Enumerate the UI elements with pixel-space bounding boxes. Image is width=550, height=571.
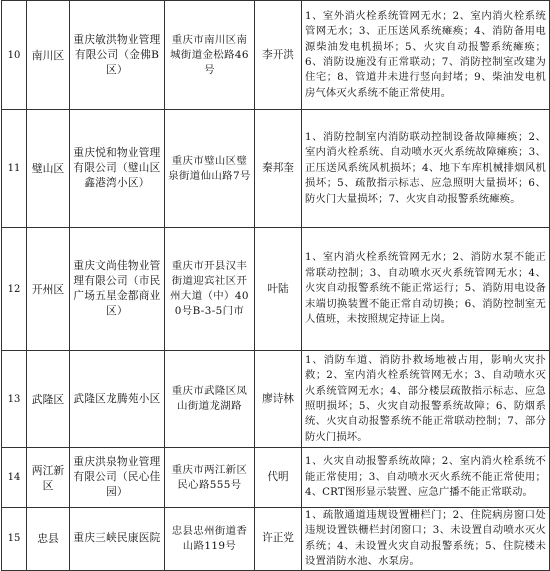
row-number: 12 [2,228,27,351]
issues-cell: 1、疏散通道违规设置栅栏门；2、住院病房窗口处违规设置铁栅栏封闭窗口；3、未设置自动喷水灭火系统；4、未设置火灾自动报警系统；5、住院楼未设置消防水池、水泵房。 [302,508,550,571]
unit-cell: 重庆文尚佳物业管理有限公司（市民广场五星金都商业区） [70,228,165,351]
row-number: 10 [2,1,27,110]
row-number: 11 [2,110,27,228]
person-cell: 廖诗林 [255,351,302,448]
row-number: 15 [2,508,27,571]
person-cell: 叶陆 [255,228,302,351]
table-row [2,110,550,228]
district-cell: 开州区 [27,228,70,351]
unit-cell: 重庆三峡民康医院 [70,508,165,571]
table-row [2,351,550,448]
table-row [2,1,550,110]
address-cell: 忠县忠州街道香山路119号 [165,508,255,571]
unit-cell: 重庆洪泉物业管理有限公司（民心佳园） [70,448,165,508]
address-cell: 重庆市开县汉丰街道迎宾社区开州大道（中）400号B-3-5门市 [165,228,255,351]
issues-cell: 1、消防车道、消防扑救场地被占用，影响火灾扑救；2、室内消火栓系统管网无水；3、自动喷水灭火系统管网无水；4、部分楼层疏散指示标志、应急照明损坏；5、火灾自动报警系统故障；6、防烟系统、火灾自动报警系统不能正常联动控制；7、部分防火门损坏。 [302,351,550,448]
address-cell: 重庆市南川区南城街道金松路46号 [165,1,255,110]
issues-cell: 1、室外消火栓系统管网无水；2、室内消火栓系统管网无水；3、正压送风系统瘫痪；4、消防备用电源柴油发电机损坏；5、火灾自动报警系统瘫痪；6、消防设施没有正常联动；7、消防控制室改建为住宅；8、管道井未进行竖向封堵；9、柴油发电机房气体灭火系统不能正常使用。 [302,1,550,110]
row-number: 13 [2,351,27,448]
unit-cell: 重庆敏洪物业管理有限公司（金佛B区） [70,1,165,110]
rectification-table [1,0,550,571]
person-cell: 秦邦奎 [255,110,302,228]
row-number: 14 [2,448,27,508]
address-cell: 重庆市璧山区璧泉街道仙山路7号 [165,110,255,228]
district-cell: 两江新区 [27,448,70,508]
address-cell: 重庆市两江新区民心路555号 [165,448,255,508]
unit-cell: 重庆悦和物业管理有限公司（璧山区鑫港湾小区） [70,110,165,228]
district-cell: 武隆区 [27,351,70,448]
district-cell: 忠县 [27,508,70,571]
person-cell: 许正党 [255,508,302,571]
issues-cell: 1、火灾自动报警系统故障；2、室内消火栓系统不能正常使用；3、自动喷水灭火系统不能正常使用；4、CRT图形显示装置、应急广播不能正常联动。 [302,448,550,508]
issues-cell: 1、室内消火栓系统管网无水；2、消防水泵不能正常联动控制；3、自动喷水灭火系统管网无水；4、火灾自动报警系统不能正常运行；5、消防用电设备末端切换装置不能正常自动切换；6、消防控制室无人值班，未按照规定持证上岗。 [302,228,550,351]
person-cell: 李开洪 [255,1,302,110]
district-cell: 璧山区 [27,110,70,228]
district-cell: 南川区 [27,1,70,110]
unit-cell: 武隆区龙腾苑小区 [70,351,165,448]
address-cell: 重庆市武隆区凤山街道龙湖路 [165,351,255,448]
table-row [2,508,550,571]
table-row [2,448,550,508]
person-cell: 代明 [255,448,302,508]
table-row [2,228,550,351]
issues-cell: 1、消防控制室内消防联动控制设备故障瘫痪；2、室内消火栓系统、自动喷水灭火系统故障瘫痪；3、正压送风系统风机损坏；4、地下车库机械排烟风机损坏；5、疏散指示标志、应急照明大量损坏；6、防火门大量损坏；7、火灾自动报警系统瘫痪。 [302,110,550,228]
